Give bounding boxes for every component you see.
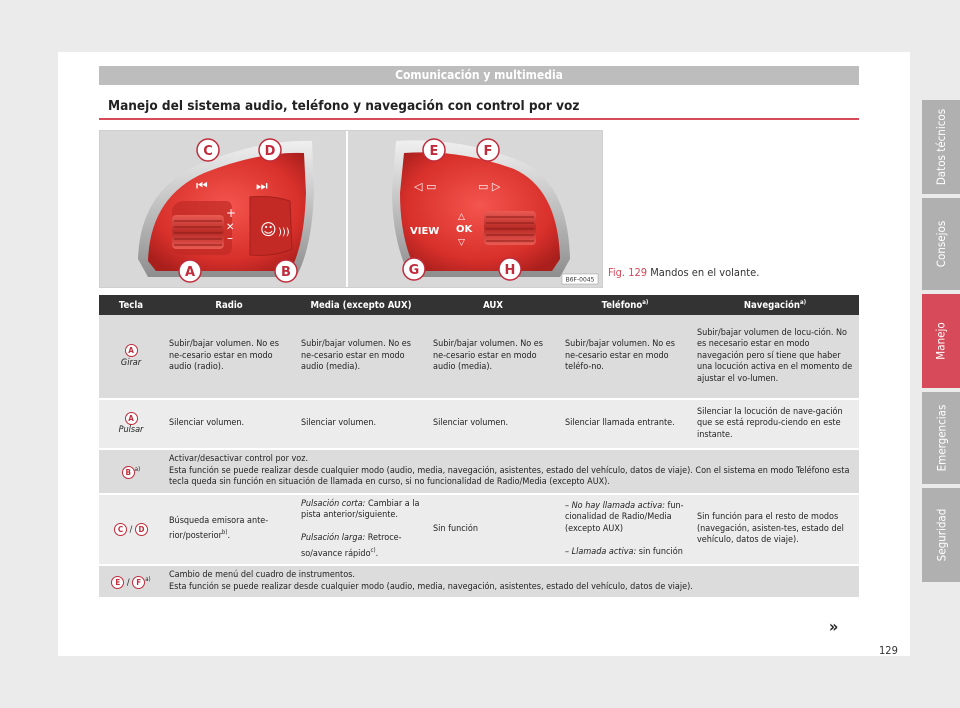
table-row <box>99 449 859 494</box>
key-cell: C / D <box>99 494 163 566</box>
cell-media: Silenciar volumen. <box>295 399 427 449</box>
tab-datos-tecnicos[interactable]: Datos técnicos <box>922 100 960 194</box>
tab-seguridad[interactable]: Seguridad <box>922 488 960 582</box>
col-header-telefono: Teléfono$^{a)}$ <box>559 295 691 315</box>
cell-navegacion: Sin función para el resto de modos (navegación, asisten-tes, estado del vehículo, datos de viaje). <box>691 494 859 566</box>
cell-radio: Silenciar volumen. <box>163 399 295 449</box>
steering-controls-figure <box>99 130 603 288</box>
col-header-media: Media (excepto AUX) <box>295 295 427 315</box>
figure-code: B6F-0045 <box>565 276 595 284</box>
cell-telefono: Silenciar llamada entrante. <box>559 399 691 449</box>
svg-text:G: G <box>408 263 420 278</box>
callout-f <box>477 139 499 161</box>
svg-text:▭ ▷: ▭ ▷ <box>478 180 501 193</box>
svg-text:D: D <box>264 144 276 159</box>
cell-full-description: Cambio de menú del cuadro de instrumentos. Esta función se puede realizar desde cualquier modo (audio, media, navegación, asistentes, estado del vehículo, datos de viaje). <box>163 565 859 598</box>
cell-full-description: Activar/desactivar control por voz. Esta función se puede realizar desde cualquier modo (audio, media, navegación, asistentes, estado del vehículo, datos de viaje). Con el sistema en modo Teléfono esta tecla queda sin función en situación de llamada en curso, si no funcionalidad de Radio/Media (excepto AUX). <box>163 449 859 494</box>
svg-text:△: △ <box>458 212 465 222</box>
cell-aux: Sin función <box>427 494 559 566</box>
table-header-row <box>99 295 859 315</box>
cell-aux: Silenciar volumen. <box>427 399 559 449</box>
cell-radio: Subir/bajar volumen. No es ne-cesario estar en modo audio (radio). <box>163 315 295 399</box>
cell-radio: Búsqueda emisora ante-rior/posterior$^{b)}$. <box>163 494 295 566</box>
page-number: 129 <box>879 644 898 657</box>
svg-text:A: A <box>184 265 196 280</box>
svg-text:))): ))) <box>278 227 290 238</box>
key-badge: F <box>132 576 145 589</box>
cell-navegacion: Subir/bajar volumen de locu-ción. No es necesario estar en modo navegación pero sí tiene que haber una locución activa en el momento de ajustar el vo-lumen. <box>691 315 859 399</box>
svg-text:⏭: ⏭ <box>256 179 268 194</box>
col-header-aux: AUX <box>427 295 559 315</box>
figure-caption-text: Mandos en el volante. <box>650 266 760 279</box>
table-row <box>99 565 859 598</box>
svg-text:C: C <box>203 144 213 159</box>
key-cell: A Pulsar <box>99 399 163 449</box>
svg-text:H: H <box>504 263 516 278</box>
key-badge: D <box>135 523 148 536</box>
figure-number: Fig. 129 <box>608 266 648 279</box>
key-cell: B $^{a)}$ <box>99 449 163 494</box>
cell-telefono: Subir/bajar volumen. No es ne-cesario estar en modo teléfo-no. <box>559 315 691 399</box>
continue-arrow-icon: » <box>829 617 839 636</box>
key-badge: A <box>125 344 138 357</box>
key-badge: B <box>122 466 135 479</box>
svg-text:OK: OK <box>456 224 473 235</box>
svg-text:E: E <box>429 144 439 159</box>
callout-g <box>403 258 425 280</box>
svg-text:F: F <box>483 144 493 159</box>
svg-text:▽: ▽ <box>458 238 465 248</box>
col-header-navegacion: Navegación$^{a)}$ <box>691 295 859 315</box>
callout-d <box>259 139 281 161</box>
col-header-radio: Radio <box>163 295 295 315</box>
key-badge: C <box>114 523 127 536</box>
svg-text:✕: ✕ <box>226 222 235 233</box>
callout-h <box>499 258 521 280</box>
title-rule <box>99 118 859 120</box>
table-row <box>99 399 859 449</box>
callout-a <box>179 260 201 282</box>
cell-media: Subir/bajar volumen. No es ne-cesario estar en modo audio (media). <box>295 315 427 399</box>
key-badge: E <box>111 576 124 589</box>
callout-c <box>197 139 219 161</box>
callout-b <box>275 260 297 282</box>
key-cell: E / F $^{a)}$ <box>99 565 163 598</box>
key-cell: A Girar <box>99 315 163 399</box>
steering-controls-illustration <box>100 131 602 287</box>
table-row <box>99 494 859 566</box>
callout-e <box>423 139 445 161</box>
svg-text:◁ ▭: ◁ ▭ <box>414 180 437 193</box>
svg-text:☺: ☺ <box>260 220 277 239</box>
key-badge: A <box>125 412 138 425</box>
tab-manejo[interactable]: Manejo <box>922 294 960 388</box>
table-row <box>99 315 859 399</box>
section-title: Manejo del sistema audio, teléfono y navegación con control por voz <box>108 98 580 114</box>
controls-table <box>99 295 859 599</box>
tab-emergencias[interactable]: Emergencias <box>922 392 960 484</box>
cell-telefono: – No hay llamada activa: fun-cionalidad de Radio/Media (excepto AUX) – Llamada activa: sin función <box>559 494 691 566</box>
chapter-header: Comunicación y multimedia <box>99 66 859 85</box>
svg-text:VIEW: VIEW <box>410 226 440 237</box>
svg-text:B: B <box>281 265 291 280</box>
cell-aux: Subir/bajar volumen. No es ne-cesario estar en modo audio (media). <box>427 315 559 399</box>
col-header-tecla: Tecla <box>99 295 163 315</box>
cell-media: Pulsación corta: Cambiar a la pista anterior/siguiente. Pulsación larga: Retroce-so/avance rápido$^{c)}$. <box>295 494 427 566</box>
svg-text:+: + <box>226 206 237 220</box>
figure-caption <box>608 266 759 279</box>
tab-consejos[interactable]: Consejos <box>922 198 960 290</box>
cell-navegacion: Silenciar la locución de nave-gación que se está reprodu-ciendo en este instante. <box>691 399 859 449</box>
svg-text:–: – <box>227 231 233 245</box>
svg-text:⏮: ⏮ <box>196 179 208 194</box>
